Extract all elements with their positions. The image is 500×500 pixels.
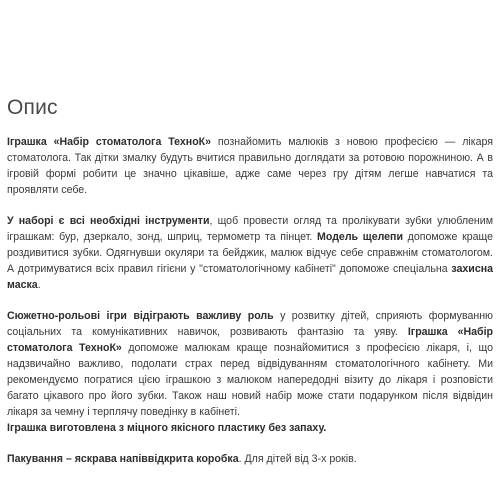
roleplay-text: у розвитку дітей, сприяють формуванню соціальних та комунікативних навичок, розвивають фантазію та уяву. bbox=[7, 310, 493, 338]
jaw-model-bold: Модель щелепи bbox=[317, 231, 403, 243]
description-paragraph-tools bbox=[7, 213, 493, 293]
product-name-bold-2: Іграшка «Набір стоматолога ТехноК» bbox=[7, 326, 494, 354]
description-paragraph-intro bbox=[7, 134, 493, 198]
mask-bold: захисна маска bbox=[7, 263, 493, 291]
product-name-bold: Іграшка «Набір стоматолога ТехноК» bbox=[7, 136, 212, 148]
description-paragraph-roleplay bbox=[7, 308, 493, 436]
roleplay-text-2: допоможе малюкам краще познайомитися з професією лікаря, і, що надзвичайно важливо, подолати страх перед відвідуванням стоматологічного кабінету. Ми рекомендуємо погратися цією іграшкою з малюком напередодні візиту до лікаря і розповісти багато цікавого про його зубки. Також наш новий набір може стати подарунком після відвідин лікаря за чемну і терплячу поведінку в кабінеті. bbox=[7, 342, 493, 418]
description-heading: Опис bbox=[7, 96, 58, 119]
intro-text: познайомить малюків з новою професією — лікаря стоматолога. Так дітки змалку будуть вчитися правильно доглядати за ротовою порожниною. А в ігровій формі робити це значно цікавіше, адже саме через гру дітям легше навчатися та проявляти себе. bbox=[7, 136, 494, 196]
material-bold: Іграшка виготовлена з міцного якісного пластику без запаху. bbox=[7, 422, 327, 434]
jaw-model-text: допоможе краще роздивитися зубки. Одягнувши окуляри та бейджик, малюк відчує себе справжнім стоматологом. А дотримуватися всіх правил гігієни у "стоматологічному кабінеті" допоможе спеціальна bbox=[7, 231, 494, 275]
tools-text: , щоб провести огляд та пролікувати зубки улюбленим іграшкам: бур, дзеркало, зонд, шприц, термометр та пінцет. bbox=[7, 215, 493, 243]
packaging-bold: Пакування – яскрава напіввідкрита коробка bbox=[7, 453, 239, 465]
description-paragraph-packaging bbox=[7, 451, 493, 467]
tools-end-text: . bbox=[37, 279, 41, 291]
packaging-text: . Для дітей від 3-х років. bbox=[238, 453, 357, 465]
roleplay-bold: Сюжетно-рольові ігри відіграють важливу роль bbox=[7, 310, 274, 322]
tools-bold: У наборі є всі необхідні інструменти bbox=[7, 215, 210, 227]
description-section bbox=[7, 96, 493, 482]
